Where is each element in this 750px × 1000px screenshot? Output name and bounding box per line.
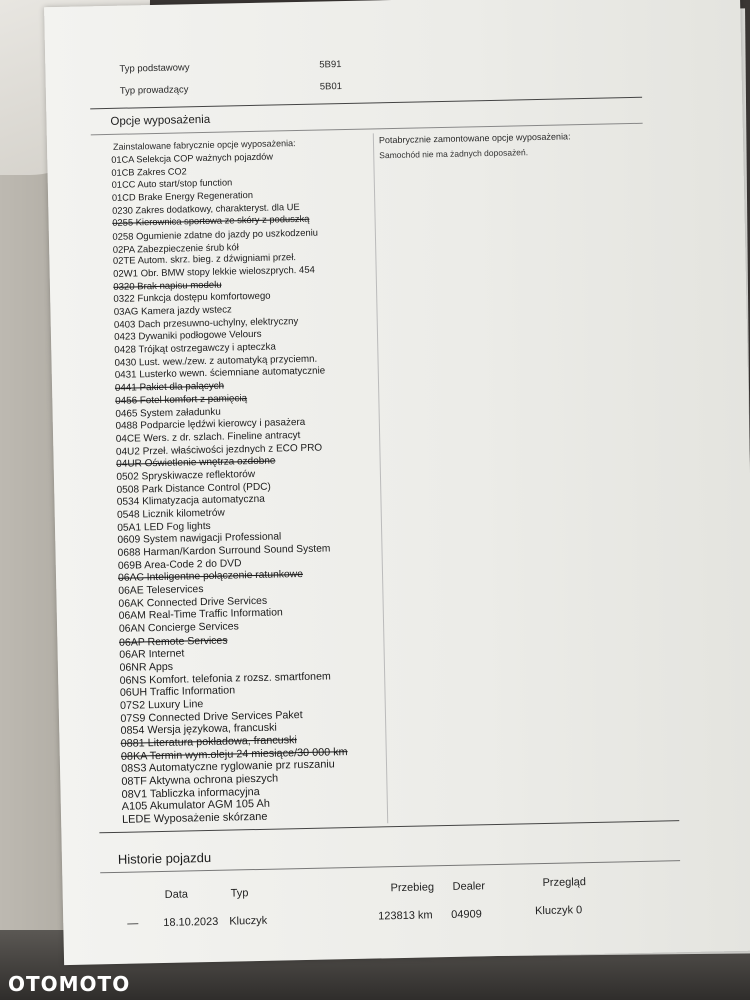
option-item: 06AN Concierge Services [118, 621, 239, 635]
option-item: 0230 Zakres dodatkowy, charakteryst. dla UE [112, 201, 300, 216]
option-item: LEDE Wyposażenie skórzane [121, 810, 268, 826]
document-page [44, 0, 750, 965]
otomoto-watermark: OTOMOTO [8, 972, 131, 996]
option-item: 01CA Selekcja COP ważnych pojazdów [111, 151, 274, 165]
history-header-date: Data [164, 888, 189, 901]
option-item: 08V1 Tabliczka informacyjna [121, 785, 260, 801]
option-item: 0320 Brak napisu modelu [113, 279, 222, 293]
option-item: 01CB Zakres CO2 [111, 166, 187, 178]
option-item: 0508 Park Distance Control (PDC) [116, 481, 271, 496]
option-item: A105 Akumulator AGM 105 Ah [121, 798, 270, 814]
option-item: 02PA Zabezpieczenie śrub kół [112, 240, 239, 255]
option-item: 06AM Real-Time Traffic Information [118, 607, 283, 623]
column-divider [373, 133, 388, 823]
history-row-review: Kluczyk 0 [534, 904, 583, 918]
history-row-mileage: 123813 km [378, 909, 433, 923]
history-header-review: Przegląd [542, 876, 587, 890]
type-lead-value: 5B01 [319, 81, 343, 93]
option-item: 05A1 LED Fog lights [117, 520, 211, 534]
option-item: 0428 Trójkąt ostrzegawczy i apteczka [114, 341, 276, 356]
option-item: 04CE Wers. z dr. szlach. Fineline antracyt [115, 429, 301, 445]
option-item: 0423 Dywaniki podłogowe Velours [114, 329, 262, 344]
history-row-marker: — [127, 917, 139, 930]
history-header-type: Typ [230, 887, 249, 900]
option-item: 0456 Fotel komfort z pamięcią [115, 392, 248, 407]
type-basic-label: Typ podstawowy [119, 62, 190, 75]
type-lead-label: Typ prowadzący [119, 84, 189, 97]
option-item: 08KA Termin wym.oleju 24 miesiące/30 000 km [120, 745, 348, 763]
history-title: Historie pojazdu [117, 849, 212, 867]
option-item: 0430 Lust. wew./zew. z automatyką przyciemn. [114, 353, 318, 369]
options-title: Opcje wyposażenia [110, 113, 211, 128]
option-item: 02W1 Obr. BMW stopy lekkie wieloszprych. 454 [113, 264, 315, 280]
option-item: 06AK Connected Drive Services [118, 595, 268, 610]
option-item: 0322 Funkcja dostępu komfortowego [113, 291, 271, 306]
option-item: 02TE Autom. skrz. bieg. z dźwigniami przeł. [112, 252, 297, 268]
option-item: 0534 Klimatyzacja automatyczna [116, 493, 265, 509]
option-item: 01CD Brake Energy Regeneration [111, 189, 254, 203]
history-row-date: 18.10.2023 [163, 915, 219, 929]
history-header-dealer: Dealer [452, 880, 486, 893]
option-item: 06AR Internet [119, 647, 185, 662]
option-item: 0854 Wersja językowa, francuski [120, 721, 277, 738]
option-item: 0431 Lusterko wewn. ściemniane automatycznie [114, 365, 326, 382]
option-item: 0403 Dach przesuwno-uchylny, elektryczny [113, 315, 299, 331]
option-item: 0258 Ogumienie zdatne do jazdy po uszkodzeniu [112, 226, 319, 242]
option-item: 07S9 Connected Drive Services Paket [120, 708, 303, 725]
option-item: 01CC Auto start/stop function [111, 177, 233, 191]
option-item: 0548 Licznik kilometrów [116, 507, 225, 521]
option-item: 0441 Pakiet dla palących [114, 380, 225, 394]
option-item: 06UH Traffic Information [119, 684, 236, 700]
option-item: 08TF Aktywna ochrona pieszych [121, 772, 279, 788]
history-row-type: Kluczyk [229, 914, 268, 928]
option-item: 0609 System nawigacji Professional [117, 531, 282, 547]
option-item: 06NS Komfort. telefonia z rozsz. smartfonem [119, 670, 331, 687]
divider-top [90, 97, 642, 110]
option-item: 04U2 Przeł. właściwości jezdnych z ECO PRO [115, 442, 323, 458]
option-item: 0502 Spryskiwacze reflektorów [116, 468, 256, 483]
option-item: 06AE Teleservices [118, 583, 204, 597]
retrofit-options-text: Samochód nie ma żadnych doposażeń. [379, 147, 529, 161]
option-item: 08S3 Automatyczne ryglowanie prz ruszaniu [121, 758, 335, 776]
option-item: 069B Area-Code 2 do DVD [117, 557, 242, 572]
option-item: 06NR Apps [119, 660, 174, 674]
option-item: 06AC Inteligentne połączenie ratunkowe [117, 569, 304, 585]
option-item: 03AG Kamera jazdy wstecz [113, 304, 232, 318]
option-item: 07S2 Luxury Line [119, 697, 204, 712]
option-item: 0255 Kierownica sportowa ze skóry z poduszką [112, 214, 310, 229]
history-row-dealer: 04909 [451, 908, 482, 921]
option-item: 0488 Podparcie lędźwi kierowcy i pasażera [115, 417, 306, 432]
option-item: 0688 Harman/Kardon Surround Sound System [117, 543, 331, 559]
factory-options-heading: Zainstalowane fabrycznie opcje wyposażenia: [112, 138, 296, 152]
history-header-mileage: Przebieg [390, 881, 435, 895]
option-item: 04UR Oświetlenie wnętrza ozdobne [116, 455, 276, 471]
type-basic-value: 5B91 [319, 59, 342, 71]
option-item: 06AP Remote Services [118, 634, 228, 649]
option-item: 0465 System załadunku [115, 406, 221, 420]
option-item: 0881 Literatura pokładowa, francuski [120, 734, 297, 750]
retrofit-options-heading: Potabrycznie zamontowane opcje wyposażenia: [378, 131, 571, 146]
